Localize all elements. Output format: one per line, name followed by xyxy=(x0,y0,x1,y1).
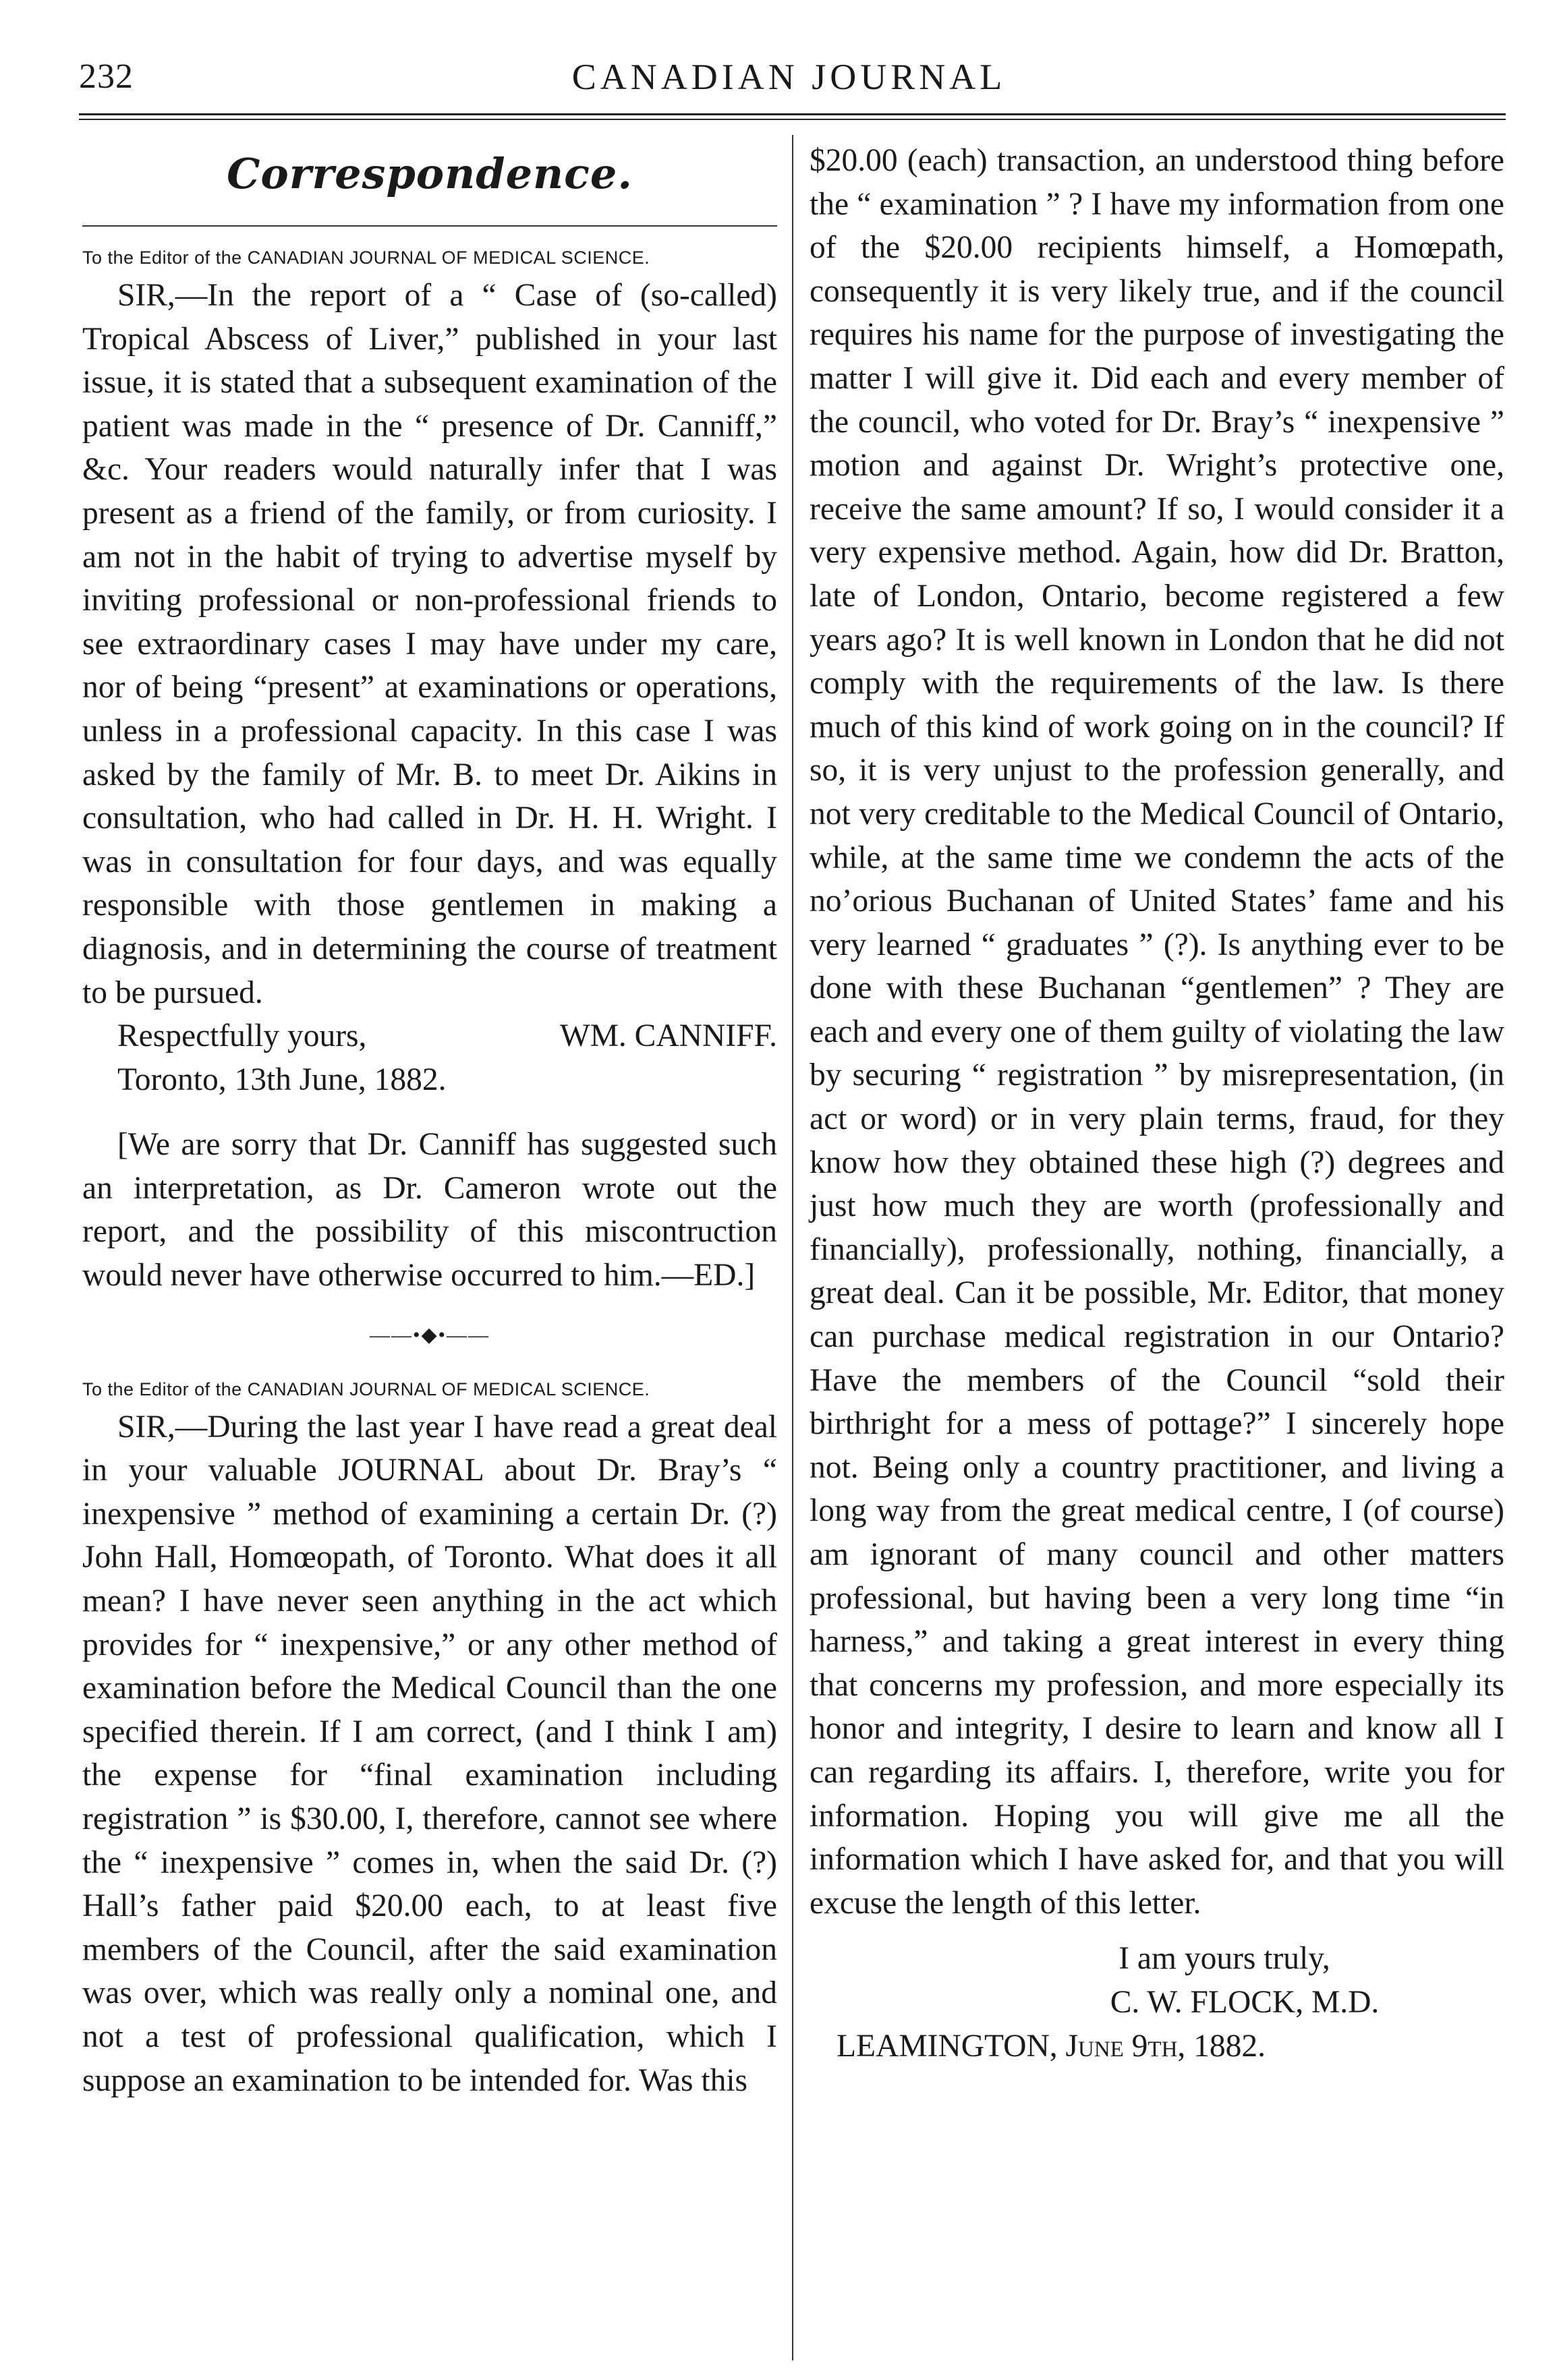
left-column xyxy=(82,139,777,2102)
page-header xyxy=(79,55,1499,109)
letter1-place-date: Toronto, 13th June, 1882. xyxy=(117,1062,447,1097)
section-heading: Correspondence. xyxy=(227,149,633,198)
letter1-signature: WM. CANNIFF. xyxy=(559,1018,777,1054)
heading-rule xyxy=(82,225,777,227)
letter2-address: To the Editor of the CANADIAN JOURNAL OF MEDICAL SCIENCE. xyxy=(82,1378,650,1399)
letter2-closing: I am yours truly, xyxy=(1119,1941,1330,1977)
letter2-signature: C. W. FLOCK, M.D. xyxy=(1110,1984,1380,2020)
editor-note: [We are sorry that Dr. Canniff has suggested such an interpretation, as Dr. Cameron wrote out the report, and the possibility of this miscontruction would never have otherwise occurred to him.—ED.] xyxy=(82,1127,777,1294)
letter2-dateline: LEAMINGTON, June 9th, 1882. xyxy=(837,2028,1266,2064)
letter1-signoff xyxy=(82,1014,777,1058)
letter1-body: SIR,—In the report of a “ Case of (so-called) Tropical Abscess of Liver,” published in your last issue, it is stated that a subsequent examination of the patient was made in the “ presence of Dr. Canniff,” &c. Your readers would naturally infer that I was present as a friend of the family, or from curiosity. I am not in the habit of trying to advertise myself by inviting professional or non-professional friends to see extraordinary cases I may have under my care, nor of being “present” at examinations or operations, unless in a professional capacity. In this case I was asked by the family of Mr. B. to meet Dr. Aikins in consultation, who had called in Dr. H. H. Wright. I was in consultation for four days, and was equally responsible with those gentlemen in making a diagnosis, and in determining the course of treatment to be pursued. xyxy=(82,278,777,1010)
running-title: CANADIAN JOURNAL xyxy=(571,57,1007,97)
letter2-body-left: SIR,—During the last year I have read a great deal in your valuable JOURNAL about Dr. Bray’s “ inexpensive ” method of examining a certain Dr. (?) John Hall, Homœopath, of Toronto. What does it all mean? I have never seen anything in the act which provides for “ inexpensive,” or any other method of examination before the Medical Council than the one specified therein. If I am correct, (and I think I am) the expense for “final examination including registration ” is $30.00, I, therefore, cannot see where the “ inexpensive ” comes in, when the said Dr. (?) Hall’s father paid $20.00 each, to at least five members of the Council, after the said examination was over, which was really only a nominal one, and not a test of professional qualification, which I suppose an examination to be intended for. Was this xyxy=(82,1409,777,2098)
header-double-rule xyxy=(79,113,1506,120)
ornament-divider: ——•◆•—— xyxy=(369,1323,490,1346)
right-column xyxy=(810,139,1504,2068)
letter2-body-right: $20.00 (each) transaction, an understood thing before the “ examination ” ? I have my information from one of the $20.00 recipients himself, a Homœpath, consequently it is very likely true, and if the council requires his name for the purpose of investigating the matter I will give it. Did each and every member of the council, who voted for Dr. Bray’s “ inexpensive ” motion and against Dr. Wright’s protective one, receive the same amount? If so, I would consider it a very expensive method. Again, how did Dr. Bratton, late of London, Ontario, become registered a few years ago? It is well known in London that he did not comply with the requirements of the law. Is there much of this kind of work going on in the council? If so, it is very unjust to the profession generally, and not very creditable to the Medical Council of Ontario, while, at the same time we condemn the acts of the no’orious Buchanan of United States’ fame and his very learned “ graduates ” (?). Is anything ever to be done with these Buchanan “gentlemen” ? They are each and every one of them guilty of violating the law by securing “ registration ” by misrepresentation, (in act or word) or in very plain terms, fraud, for they know how they obtained these high (?) degrees and just how much they are worth (professionally and financially), professionally, nothing, financially, a great deal. Can it be possible, Mr. Editor, that money can purchase medical registration in our Ontario? Have the members of the Council “sold their birthright for a mess of pottage?” I sincerely hope not. Being only a country practitioner, and living a long way from the great medical centre, I (of course) am ignorant of many council and other matters professional, but having been a very long time “in harness,” and taking a great interest in every thing that concerns my profession, and more especially its honor and integrity, I desire to learn and know all I can regarding its affairs. I, therefore, write you for information. Hoping you will give me all the information which I have asked for, and that you will excuse the length of this letter. xyxy=(810,143,1504,1921)
letter1-closing: Respectfully yours, xyxy=(117,1018,367,1054)
letter1-address: To the Editor of the CANADIAN JOURNAL OF MEDICAL SCIENCE. xyxy=(82,248,650,268)
column-divider xyxy=(792,135,793,2360)
page-number: 232 xyxy=(79,57,134,96)
